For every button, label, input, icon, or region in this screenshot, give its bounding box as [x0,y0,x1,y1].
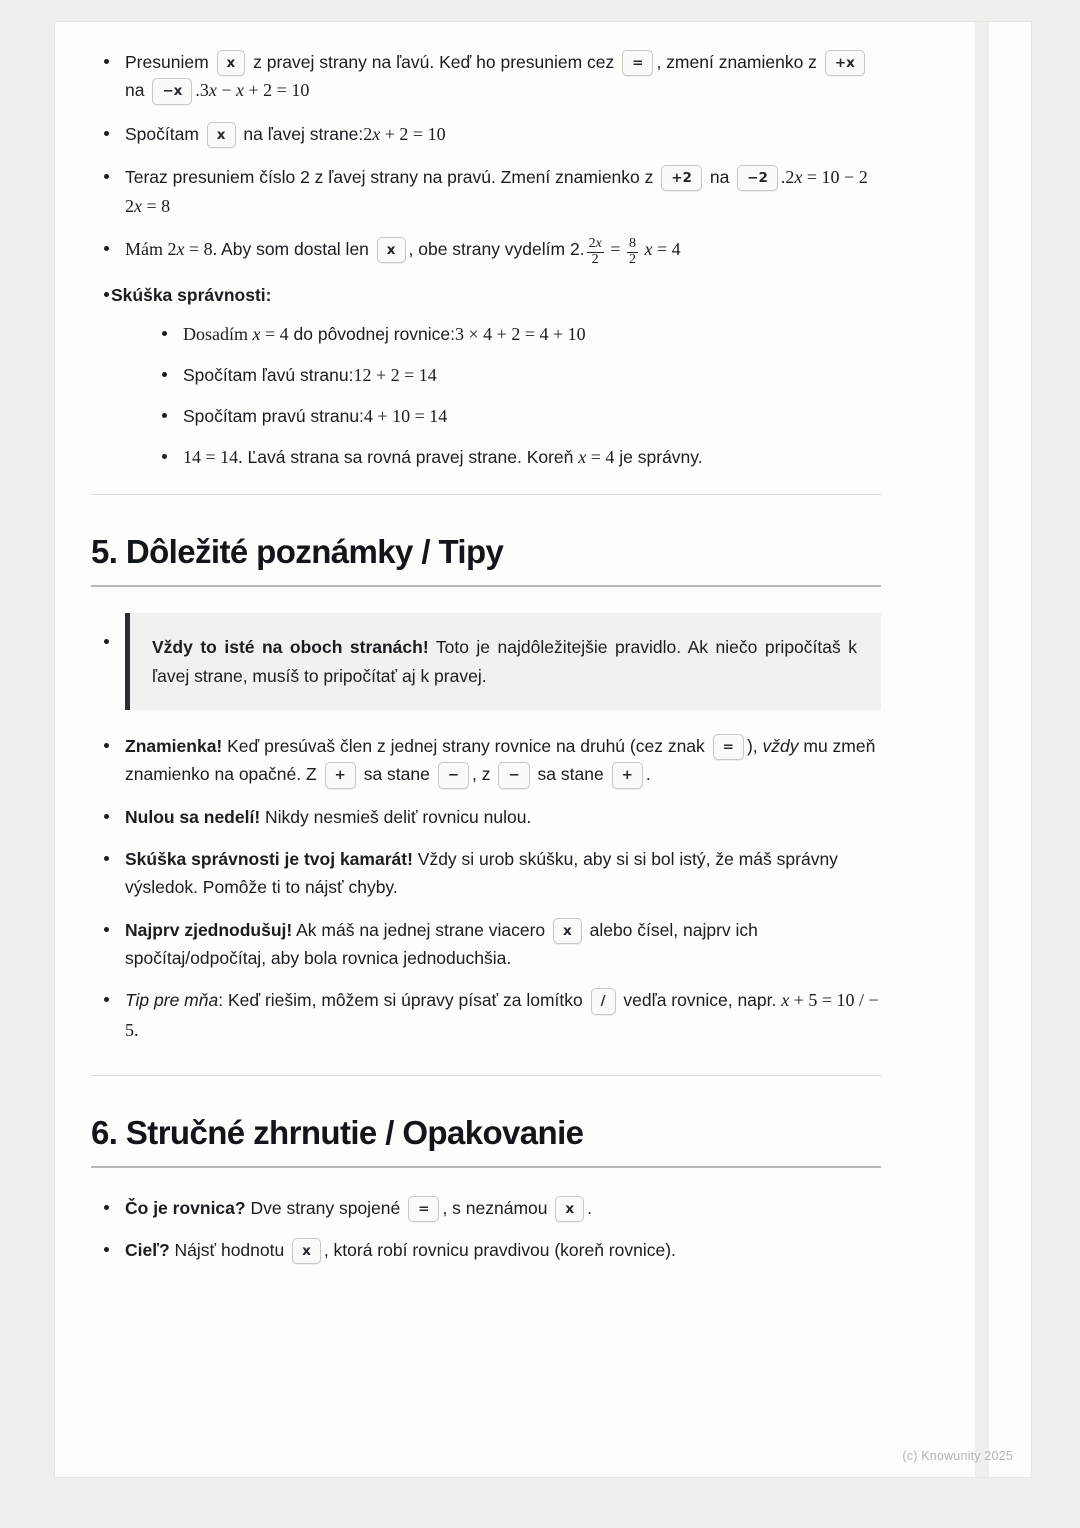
list-item [149,402,881,431]
emphasis-text: Cieľ? [125,1240,170,1261]
italic-text: Tip pre mňa [125,990,219,1011]
key-chip[interactable]: −x [152,78,192,104]
key-chip[interactable]: x [555,1196,584,1222]
check-steps-list [111,320,881,473]
emphasis-text: Čo je rovnica? [125,1197,246,1218]
check-heading: Skúška správnosti: [111,285,272,306]
math-expression: x = 4 [578,447,615,468]
tip-simplify: Najprv zjednodušuj! Ak máš na jednej strane viacero x alebo čísel, najprv ich spočítaj/odpočítaj, aby bola rovnica jednoduchšia. [125,919,758,969]
key-chip[interactable]: = [408,1196,439,1222]
callout-text: Toto je najdôležitejšie pravidlo. Ak niečo pripočítaš k ľavej strane, musíš to pripočítať aj k pravej. [152,637,857,686]
tip-check: Skúška správnosti je tvoj kamarát! Vždy si urob skúšku, aby si si bol istý, že máš správny výsledok. Pomôže ti to nájsť chyby. [125,849,838,898]
math-expression: 4 + 10 = 14 [363,406,448,426]
tip-signs: Znamienka! Keď presúvaš člen z jednej strany rovnice na druhú (cez znak = ), vždy mu zmeň znamienko na opačné. Z + sa stane − , z − sa stane + . [125,736,875,784]
check-substitute: Dosadím x = 4 do pôvodnej rovnice:3 × 4 + 2 = 4 + 10 [183,323,586,344]
list-item [91,1194,881,1222]
math-expression: Mám 2x = 8. [125,238,218,259]
emphasis-text: Najprv zjednodušuj! [125,919,293,940]
key-chip[interactable]: x [377,237,406,263]
math-expression: Dosadím x = 4 [183,323,289,344]
key-chip[interactable]: +2 [661,165,702,191]
page-title: 6. Stručné zhrnutie / Opakovanie [91,1113,584,1151]
list-item [149,443,881,472]
math-expression: 12 + 2 = 14 [353,364,437,385]
key-chip[interactable]: x [207,122,236,148]
step-count-left: Spočítam x na ľavej strane:2x + 2 = 10 [125,124,446,144]
document-content [91,48,881,1278]
list-item [91,1236,881,1264]
key-chip[interactable]: = [622,50,653,76]
document-page [55,22,1031,1477]
key-chip[interactable]: −2 [737,165,778,191]
emphasis-text: Znamienka! [125,736,223,756]
key-chip[interactable]: +x [825,50,865,76]
fraction: $\frac{2x}{2}$ [588,235,602,267]
page-title: 5. Dôležité poznámky / Tipy [91,533,504,571]
watermark: (c) Knowunity 2025 [902,1449,1013,1463]
section-divider [91,494,881,495]
list-item [91,48,881,106]
tip-zero: Nulou sa nedelí! Nikdy nesmieš deliť rovnicu nulou. [125,806,532,827]
key-chip[interactable]: + [325,762,356,788]
callout-list-item [91,613,881,710]
scrollbar-rail[interactable] [1024,22,1080,1477]
math-expression: x + 5 = 10 [781,990,855,1011]
list-item [91,916,881,973]
callout-bold-text: Vždy to isté na oboch stranách! [152,637,429,658]
math-expression: 14 = 14. [183,447,243,468]
list-item [91,732,881,789]
math-expression: = [605,238,625,259]
tip-personal: Tip pre mňa: Keď riešim, môžem si úpravy písať za lomítko / vedľa rovnice, napr. x + 5 = 10 / − 5. [125,990,879,1040]
list-item [91,845,881,902]
list-item [91,235,881,267]
summary-goal: Cieľ? Nájsť hodnotu x , ktorá robí rovnicu pravdivou (koreň rovnice). [125,1240,676,1260]
math-expression: x = 4 [644,238,681,259]
math-expression: 2x + 2 = 10 [363,123,446,144]
math-expression: .2x = 10 − 2 2x = 8 [125,166,868,216]
key-chip[interactable]: = [713,734,744,760]
step-move-x: Presuniem x z pravej strany na ľavú. Keď ho presuniem cez = , zmení znamienko z +x na −x .3x − x + 2 = 10 [125,52,868,100]
math-expression: .3x − x + 2 = 10 [195,80,310,101]
key-chip[interactable]: x [217,50,246,76]
key-chip[interactable]: x [553,918,582,944]
key-chip[interactable]: / [591,988,616,1014]
tips-list [91,732,881,1045]
key-chip[interactable]: − [438,762,469,788]
section-6 [91,1114,881,1265]
check-heading-item [91,281,881,472]
italic-text: vždy [762,736,799,756]
fraction: $\frac{8}{2}$ [628,235,636,267]
title-underline [91,585,881,587]
list-item [91,163,881,221]
summary-what: Čo je rovnica? Dve strany spojené = , s neznámou x . [125,1198,592,1218]
solution-steps-list [91,48,881,267]
emphasis-text: Skúška správnosti je tvoj kamarát! [125,849,413,870]
math-expression: 3 × 4 + 2 = 4 + 10 [455,323,586,344]
callout-box [125,613,881,710]
key-chip[interactable]: x [292,1238,321,1264]
step-move-two: Teraz presuniem číslo 2 z ľavej strany na pravú. Zmení znamienko z +2 na −2 .2x = 10 − 2 2x = 8 [125,166,868,216]
summary-list [91,1194,881,1265]
list-item [91,986,881,1044]
check-section-list [91,281,881,472]
check-conclusion: 14 = 14. Ľavá strana sa rovná pravej strane. Koreň x = 4 je správny. [183,447,703,468]
emphasis-text: Nulou sa nedelí! [125,806,261,827]
section-divider [91,1075,881,1076]
math-expression: / − 5. [125,990,879,1040]
list-item [149,361,881,390]
list-item [149,320,881,349]
key-chip[interactable]: − [498,762,529,788]
scrollbar-track[interactable] [975,22,989,1477]
check-left: Spočítam ľavú stranu:12 + 2 = 14 [183,364,437,385]
section-5 [91,533,881,1044]
list-item [91,803,881,831]
key-chip[interactable]: + [612,762,643,788]
list-item [91,120,881,149]
step-divide: Mám 2x = 8. Aby som dostal len x , obe strany vydelím 2. $\frac{2x}{2}$ = $\frac{8}{2}$ x = 4 [125,235,681,267]
title-underline [91,1166,881,1168]
check-right: Spočítam pravú stranu:4 + 10 = 14 [183,406,448,426]
